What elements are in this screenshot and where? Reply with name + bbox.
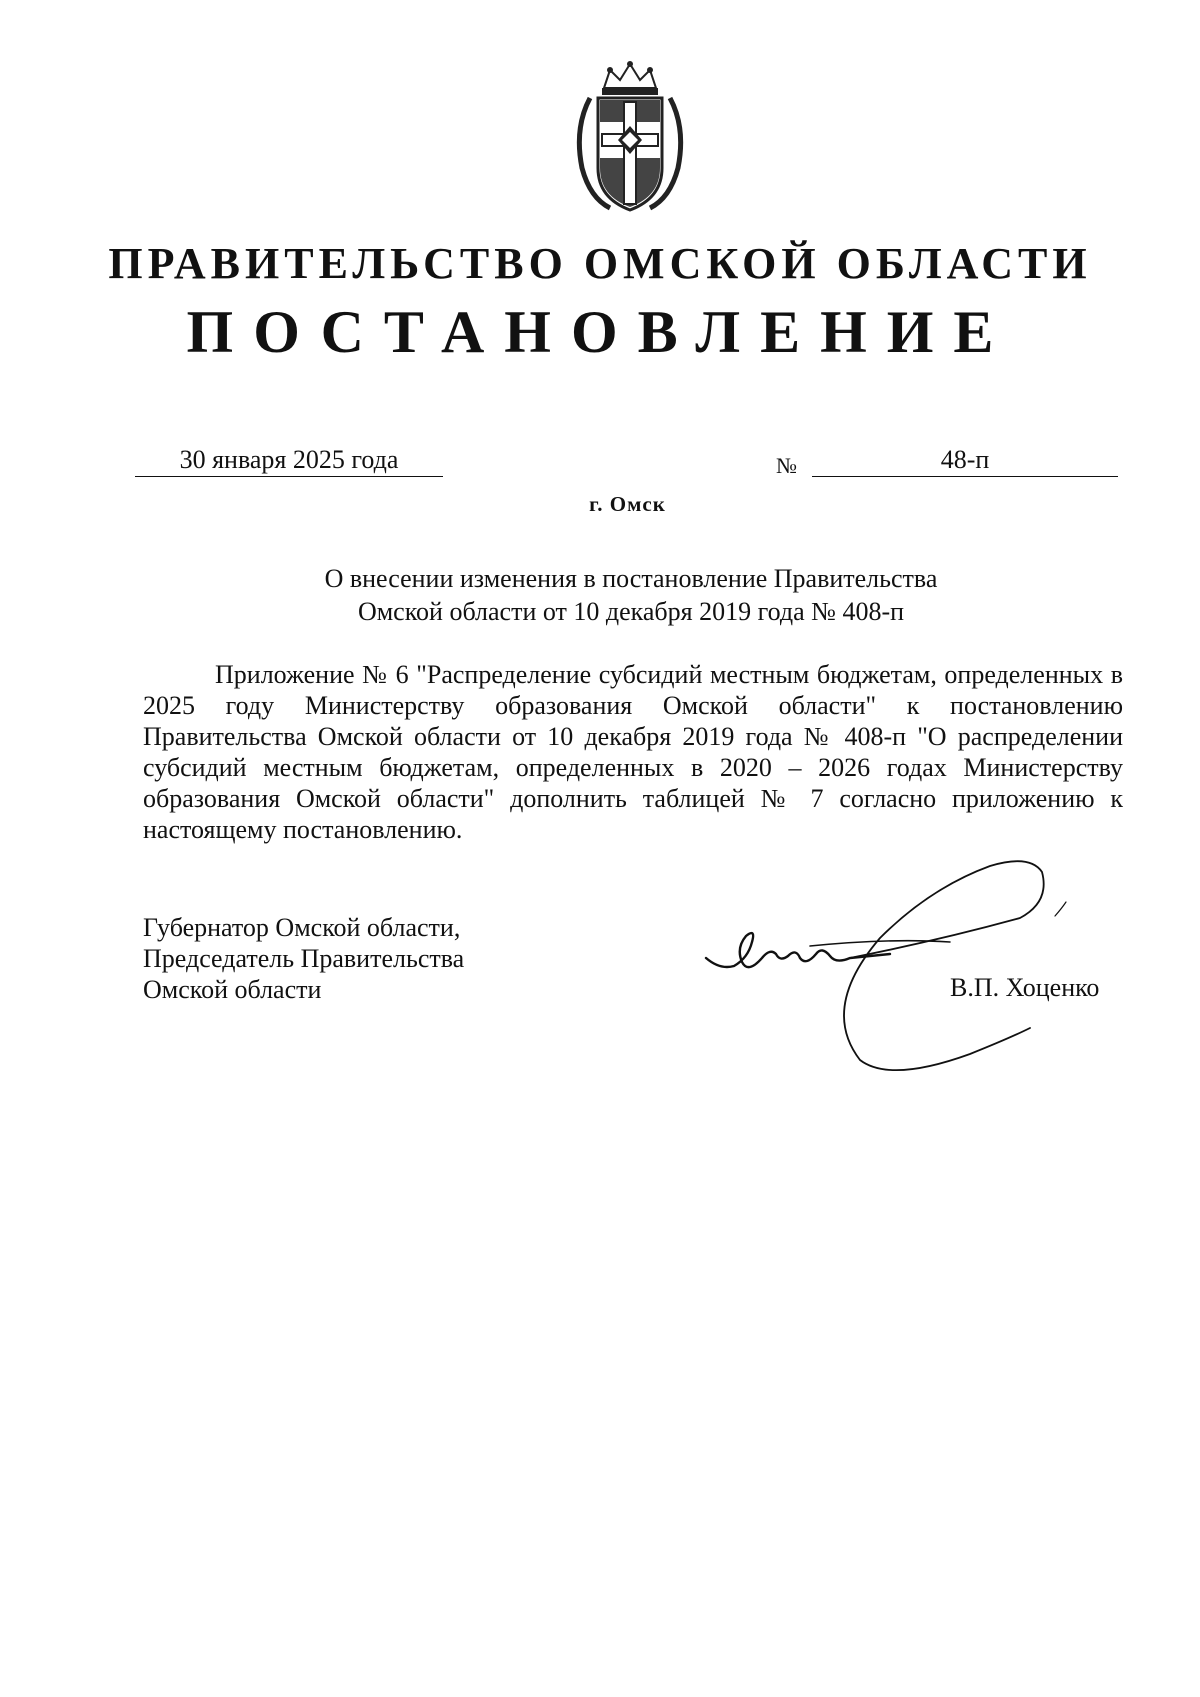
- body-paragraph: Приложение № 6 "Распределение субсидий местным бюджетам, определенных в 2025 году Министерству образования Омской области" к постановлению Правительства Омской области от 10 декабря 2019 года № 408-п "О распределении субсидий местным бюджетам, определенных в 2020 – 2026 годах Министерству образования Омской области" дополнить таблицей № 7 согласно приложению к настоящему постановлению.: [143, 660, 1123, 844]
- document-date: 30 января 2025 года: [135, 444, 443, 477]
- coat-of-arms-icon: [560, 58, 700, 218]
- document-type-title: ПОСТАНОВЛЕНИЕ: [186, 299, 1014, 365]
- number-sign: №: [776, 453, 797, 478]
- signer-position-line-2: Председатель Правительства: [143, 944, 465, 973]
- document-subject: [0, 562, 1200, 628]
- organization-title: ПРАВИТЕЛЬСТВО ОМСКОЙ ОБЛАСТИ: [108, 239, 1092, 288]
- signer-position-line-1: Губернатор Омской области,: [143, 913, 461, 942]
- document-number: 48-п: [812, 444, 1118, 477]
- city-label: г. Омск: [589, 492, 666, 516]
- signer-position-line-3: Омской области: [143, 975, 322, 1004]
- signer-name: В.П. Хоценко: [950, 973, 1100, 1002]
- signer-position: [143, 912, 464, 1005]
- subject-line-1: О внесении изменения в постановление Правительства: [324, 564, 938, 593]
- subject-line-2: Омской области от 10 декабря 2019 года № 408-п: [357, 597, 905, 626]
